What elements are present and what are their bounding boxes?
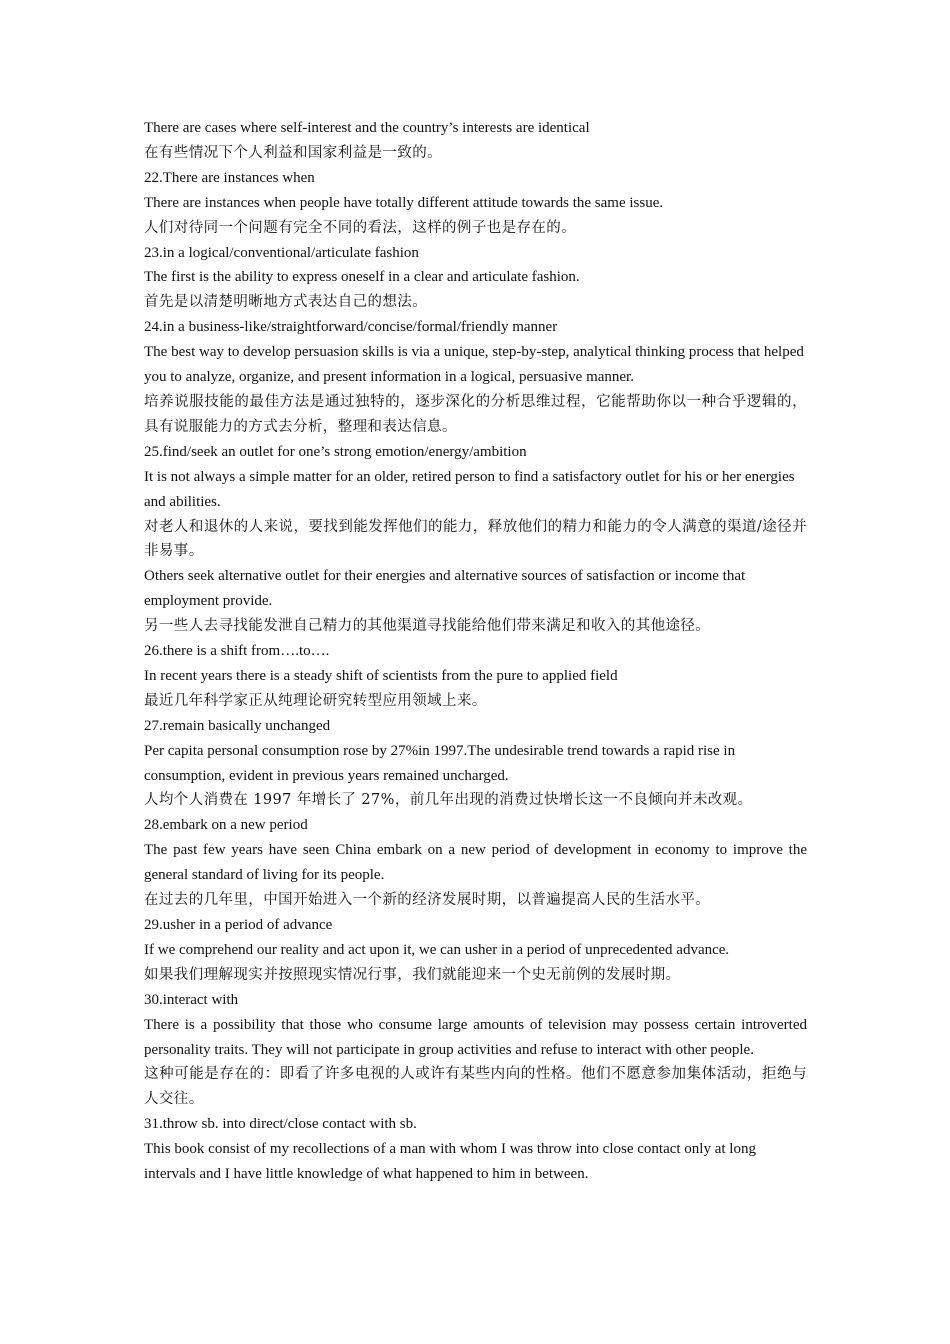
example-sentence-en: There is a possibility that those who consume large amounts of television may possess certain introverted personality traits. They will not participate in group activities and refuse to interact with other people.: [144, 1016, 807, 1058]
phrase-heading: 23.in a logical/conventional/articulate fashion: [144, 244, 419, 261]
example-translation-zh: 最近几年科学家正从纯理论研究转型应用领域上来。: [144, 692, 487, 709]
example-sentence-en: The first is the ability to express oneself in a clear and articulate fashion.: [144, 269, 580, 286]
example-translation-zh: 如果我们理解现实并按照现实情况行事，我们就能迎来一个史无前例的发展时期。: [144, 966, 681, 983]
example-sentence-en: The past few years have seen China embark on a new period of development in economy to improve the general standard of living for its people.: [144, 842, 807, 884]
phrase-heading: 22.There are instances when: [144, 169, 315, 186]
example-sentence-en: If we comprehend our reality and act upon it, we can usher in a period of unprecedented advance.: [144, 941, 730, 958]
example-translation-zh: 另一些人去寻找能发泄自己精力的其他渠道寻找能给他们带来满足和收入的其他途径。: [144, 618, 711, 635]
example-translation-zh: 人均个人消费在 1997 年增长了 27%，前几年出现的消费过快增长这一不良倾向并未改观。: [144, 792, 753, 809]
example-sentence-en: This book consist of my recollections of a man with whom I was throw into close contact only at long intervals and I have little knowledge of what happened to him in between.: [144, 1141, 756, 1183]
example-translation-zh: 对老人和退休的人来说，要找到能发挥他们的能力，释放他们的精力和能力的令人满意的渠道/途径并非易事。: [144, 518, 807, 560]
example-sentence-en: There are instances when people have totally different attitude towards the same issue.: [144, 194, 664, 211]
example-translation-zh: 人们对待同一个问题有完全不同的看法，这样的例子也是存在的。: [144, 219, 577, 236]
phrase-heading: 27.remain basically unchanged: [144, 717, 331, 734]
phrase-heading: 26.there is a shift from….to….: [144, 643, 330, 660]
example-sentence-en: There are cases where self-interest and the country’s interests are identical: [144, 120, 590, 136]
phrase-heading: 29.usher in a period of advance: [144, 917, 333, 933]
example-sentence-en: It is not always a simple matter for an older, retired person to find a satisfactory outlet for his or her energies and abilities.: [144, 468, 795, 510]
example-sentence-en: Per capita personal consumption rose by 27%in 1997.The undesirable trend towards a rapid rise in consumption, evident in previous years remained uncharged.: [144, 742, 736, 784]
phrase-heading: 30.interact with: [144, 991, 239, 1008]
document-page: [144, 116, 807, 1187]
phrase-heading: 24.in a business-like/straightforward/concise/formal/friendly manner: [144, 319, 558, 336]
example-translation-zh: 培养说服技能的最佳方法是通过独特的，逐步深化的分析思维过程，它能帮助你以一种合乎逻辑的，具有说服能力的方式去分析，整理和表达信息。: [144, 393, 807, 435]
phrase-heading: 25.find/seek an outlet for one’s strong emotion/energy/ambition: [144, 443, 527, 460]
example-sentence-en: In recent years there is a steady shift of scientists from the pure to applied field: [144, 667, 618, 684]
example-translation-zh: 在过去的几年里，中国开始进入一个新的经济发展时期，以普遍提高人民的生活水平。: [144, 892, 711, 909]
example-sentence-en: The best way to develop persuasion skills is via a unique, step-by-step, analytical thinking process that helped you to analyze, organize, and present information in a logical, persuasive manner.: [144, 344, 804, 386]
example-sentence-en: Others seek alternative outlet for their energies and alternative sources of satisfaction or income that employment provide.: [144, 568, 746, 610]
phrase-heading: 31.throw sb. into direct/close contact with sb.: [144, 1116, 417, 1133]
phrase-heading: 28.embark on a new period: [144, 817, 308, 834]
example-translation-zh: 这种可能是存在的：即看了许多电视的人或许有某些内向的性格。他们不愿意参加集体活动，拒绝与人交往。: [144, 1066, 807, 1108]
example-translation-zh: 首先是以清楚明晰地方式表达自己的想法。: [144, 294, 428, 311]
example-translation-zh: 在有些情况下个人利益和国家利益是一致的。: [144, 144, 442, 161]
